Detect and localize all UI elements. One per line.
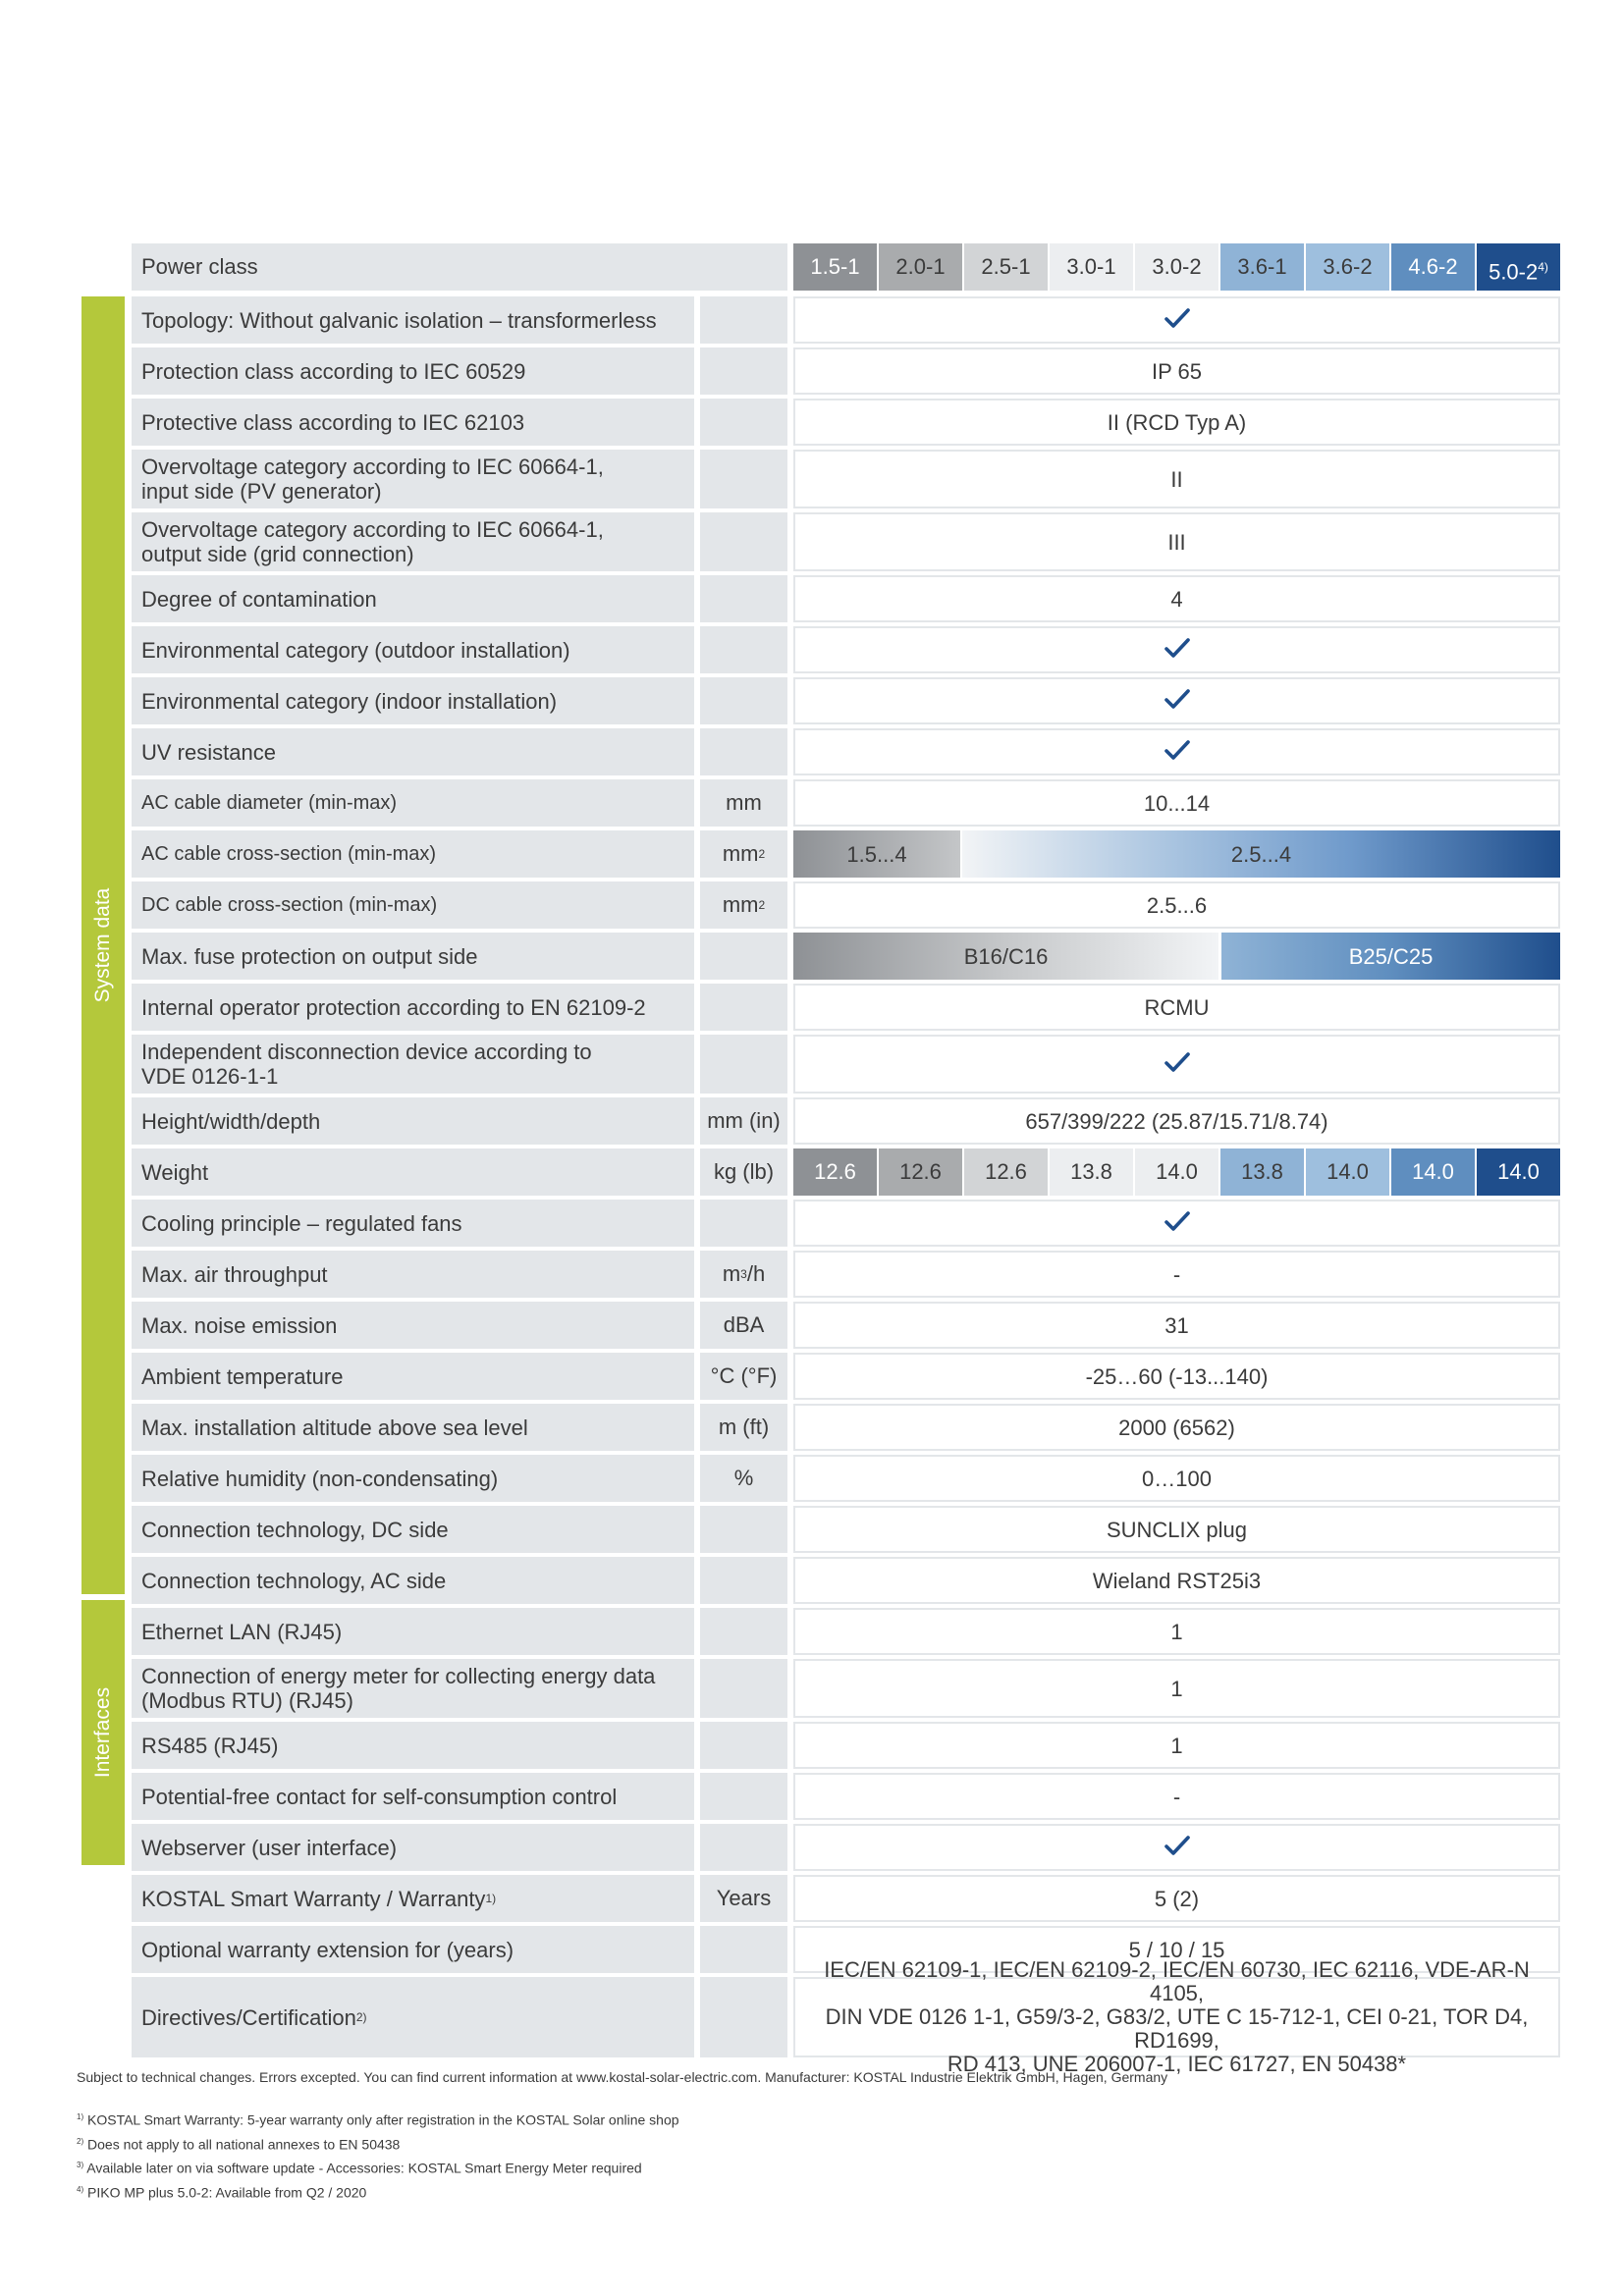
row-value xyxy=(793,677,1560,724)
weight-cell: 14.0 xyxy=(1477,1148,1560,1196)
row-value xyxy=(793,1200,1560,1247)
checkmark-icon xyxy=(1164,1051,1190,1078)
row-value xyxy=(793,626,1560,673)
row-value: RCMU xyxy=(793,984,1560,1031)
potential-free-contact-row xyxy=(132,1773,1560,1820)
row-unit xyxy=(700,677,787,724)
ac-cross-segment-left xyxy=(793,830,960,878)
protective-class-row xyxy=(132,399,1560,446)
row-value: -25…60 (-13...140) xyxy=(793,1353,1560,1400)
env-outdoor-row xyxy=(132,626,1560,673)
weight-values xyxy=(793,1148,1560,1196)
row-value: 5 (2) xyxy=(793,1875,1560,1922)
row-unit xyxy=(700,296,787,344)
label-text: Directives/Certification xyxy=(141,2004,356,2030)
footnote xyxy=(77,2107,679,2131)
webserver-row xyxy=(132,1824,1560,1871)
row-value: II (RCD Typ A) xyxy=(793,399,1560,446)
row-unit xyxy=(700,1557,787,1604)
weight-cell: 12.6 xyxy=(879,1148,962,1196)
power-class-cell xyxy=(1306,243,1389,291)
row-label: Max. fuse protection on output side xyxy=(132,933,694,980)
row-label-line-2: input side (PV generator) xyxy=(141,479,382,504)
weight-cell: 14.0 xyxy=(1391,1148,1475,1196)
segment-value: 2.5...4 xyxy=(1230,841,1292,867)
row-label: Protection class according to IEC 60529 xyxy=(132,347,694,395)
footnote-mark: 1) xyxy=(485,1891,497,1905)
row-unit xyxy=(700,1035,787,1094)
footnote-mark: 2) xyxy=(355,2009,367,2024)
row-label-line-1: Independent disconnection device according to xyxy=(141,1040,592,1064)
row-label: Degree of contamination xyxy=(132,575,694,622)
row-value xyxy=(793,728,1560,775)
power-class-text: 1.5-1 xyxy=(810,254,860,279)
row-label: Webserver (user interface) xyxy=(132,1824,694,1871)
segment-value: B25/C25 xyxy=(1348,943,1434,969)
checkmark-icon xyxy=(1164,307,1190,334)
footnote-mark: 4) xyxy=(1538,260,1548,274)
row-unit xyxy=(700,1824,787,1871)
protection-class-row xyxy=(132,347,1560,395)
unit-base: m xyxy=(722,1261,741,1286)
row-unit xyxy=(700,1773,787,1820)
row-unit xyxy=(700,347,787,395)
row-value: 10...14 xyxy=(793,779,1560,827)
row-value xyxy=(793,933,1560,980)
row-unit: Years xyxy=(700,1875,787,1922)
row-unit xyxy=(700,1659,787,1718)
row-unit: dBA xyxy=(700,1302,787,1349)
row-label: Potential-free contact for self-consumption control xyxy=(132,1773,694,1820)
row-label: AC cable cross-section (min-max) xyxy=(132,830,694,878)
row-label xyxy=(132,1875,694,1922)
row-label: UV resistance xyxy=(132,728,694,775)
row-value: 31 xyxy=(793,1302,1560,1349)
weight-cell: 12.6 xyxy=(793,1148,877,1196)
weight-row xyxy=(132,1148,1560,1196)
row-label: Ethernet LAN (RJ45) xyxy=(132,1608,694,1655)
row-value: III xyxy=(793,512,1560,571)
row-value xyxy=(793,830,1560,878)
row-unit: % xyxy=(700,1455,787,1502)
power-class-cell xyxy=(1050,243,1133,291)
dimensions-row xyxy=(132,1097,1560,1145)
overvoltage-output-row xyxy=(132,512,1560,571)
power-class-text: 3.0-1 xyxy=(1066,254,1116,279)
altitude-row xyxy=(132,1404,1560,1451)
row-unit xyxy=(700,1722,787,1769)
row-unit xyxy=(700,1977,787,2057)
unit-superscript: 2 xyxy=(758,847,766,861)
power-class-cell xyxy=(964,243,1048,291)
weight-cell: 13.8 xyxy=(1050,1148,1133,1196)
row-label: DC cable cross-section (min-max) xyxy=(132,881,694,929)
connection-dc-row xyxy=(132,1506,1560,1553)
air-throughput-row xyxy=(132,1251,1560,1298)
checkmark-icon xyxy=(1164,739,1190,766)
power-class-cells xyxy=(793,243,1560,291)
row-value: 1 xyxy=(793,1722,1560,1769)
cert-line-3: RD 413, UNE 206007-1, IEC 61727, EN 50438* xyxy=(947,2052,1407,2076)
row-unit: kg (lb) xyxy=(700,1148,787,1196)
power-class-text: 4.6-2 xyxy=(1408,254,1458,279)
row-unit xyxy=(700,1200,787,1247)
segment-value: B16/C16 xyxy=(963,943,1049,969)
row-label: Connection technology, DC side xyxy=(132,1506,694,1553)
power-class-cell xyxy=(793,243,877,291)
label-text: KOSTAL Smart Warranty / Warranty xyxy=(141,1886,486,1911)
row-unit: mm xyxy=(700,779,787,827)
power-class-cell xyxy=(1135,243,1218,291)
row-label-line-2: VDE 0126-1-1 xyxy=(141,1064,279,1089)
row-unit xyxy=(700,626,787,673)
power-class-header xyxy=(132,243,1560,291)
system-data-section-label: System data xyxy=(91,887,114,1003)
row-label-line-1: Connection of energy meter for collecting energy data xyxy=(141,1664,656,1688)
ac-cable-diameter-row xyxy=(132,779,1560,827)
row-label: Height/width/depth xyxy=(132,1097,694,1145)
cert-line-2: DIN VDE 0126 1-1, G59/3-2, G83/2, UTE C 15-712-1, CEI 0-21, TOR D4, RD1699, xyxy=(825,2004,1529,2053)
row-value: 0…100 xyxy=(793,1455,1560,1502)
footnote-text: Available later on via software update - Accessories: KOSTAL Smart Energy Meter required xyxy=(83,2160,642,2176)
overvoltage-input-row xyxy=(132,450,1560,508)
ac-cross-segment-right xyxy=(962,830,1560,878)
row-value: - xyxy=(793,1773,1560,1820)
cert-line-1: IEC/EN 62109-1, IEC/EN 62109-2, IEC/EN 60730, IEC 62116, VDE-AR-N 4105, xyxy=(824,1957,1530,2005)
operator-protection-row xyxy=(132,984,1560,1031)
row-label: Ambient temperature xyxy=(132,1353,694,1400)
cooling-row xyxy=(132,1200,1560,1247)
disclaimer: Subject to technical changes. Errors excepted. You can find current information at www.kostal-solar-electric.com. Manufacturer: KOSTAL Industrie Elektrik GmbH, Hagen, Germany xyxy=(77,2069,1168,2085)
weight-cell: 14.0 xyxy=(1306,1148,1389,1196)
row-label: AC cable diameter (min-max) xyxy=(132,779,694,827)
power-class-text: 3.6-2 xyxy=(1323,254,1373,279)
row-unit xyxy=(700,450,787,508)
row-unit xyxy=(700,1251,787,1298)
unit-tail: /h xyxy=(746,1261,766,1286)
row-value: 2.5...6 xyxy=(793,881,1560,929)
checkmark-icon xyxy=(1164,1835,1190,1861)
row-unit xyxy=(700,1926,787,1973)
checkmark-icon xyxy=(1164,1210,1190,1237)
unit-base: mm xyxy=(722,841,759,866)
footnote xyxy=(77,2179,679,2204)
row-value: Wieland RST25i3 xyxy=(793,1557,1560,1604)
weight-cell: 14.0 xyxy=(1135,1148,1218,1196)
row-label: Environmental category (outdoor installation) xyxy=(132,626,694,673)
row-label-line-1: Overvoltage category according to IEC 60664-1, xyxy=(141,454,604,479)
row-value: II xyxy=(793,450,1560,508)
contamination-row xyxy=(132,575,1560,622)
interfaces-section-label: Interfaces xyxy=(91,1686,114,1779)
power-class-cell xyxy=(879,243,962,291)
row-label xyxy=(132,512,694,571)
row-label: Environmental category (indoor installation) xyxy=(132,677,694,724)
warranty-row xyxy=(132,1875,1560,1922)
row-unit: mm (in) xyxy=(700,1097,787,1145)
row-value: 657/399/222 (25.87/15.71/8.74) xyxy=(793,1097,1560,1145)
segment-value: 1.5...4 xyxy=(846,841,907,867)
fuse-protection-row xyxy=(132,933,1560,980)
row-unit xyxy=(700,830,787,878)
power-class-text: 2.5-1 xyxy=(981,254,1031,279)
dc-cable-cross-section-row xyxy=(132,881,1560,929)
row-label: Protective class according to IEC 62103 xyxy=(132,399,694,446)
row-value xyxy=(793,1035,1560,1094)
footnote xyxy=(77,2155,679,2179)
row-label: RS485 (RJ45) xyxy=(132,1722,694,1769)
row-unit xyxy=(700,575,787,622)
energy-meter-row xyxy=(132,1659,1560,1718)
row-value: 4 xyxy=(793,575,1560,622)
row-label xyxy=(132,1035,694,1094)
row-unit xyxy=(700,881,787,929)
row-label: Internal operator protection according to EN 62109-2 xyxy=(132,984,694,1031)
power-class-text: 3.6-1 xyxy=(1237,254,1287,279)
row-label-line-2: (Modbus RTU) (RJ45) xyxy=(141,1688,353,1713)
ethernet-row xyxy=(132,1608,1560,1655)
row-label xyxy=(132,1977,694,2057)
row-unit: m (ft) xyxy=(700,1404,787,1451)
ambient-temperature-row xyxy=(132,1353,1560,1400)
row-unit xyxy=(700,1506,787,1553)
row-label: Weight xyxy=(132,1148,694,1196)
row-label: Topology: Without galvanic isolation – transformerless xyxy=(132,296,694,344)
connection-ac-row xyxy=(132,1557,1560,1604)
row-label: Max. air throughput xyxy=(132,1251,694,1298)
system-data-sidebar xyxy=(81,296,125,1594)
ac-cable-cross-section-row xyxy=(132,830,1560,878)
weight-cell: 13.8 xyxy=(1220,1148,1304,1196)
row-label: Max. noise emission xyxy=(132,1302,694,1349)
footnote-text: PIKO MP plus 5.0-2: Available from Q2 / 2020 xyxy=(83,2184,367,2201)
fuse-segment-left xyxy=(793,933,1218,980)
row-value xyxy=(793,296,1560,344)
row-label: Connection technology, AC side xyxy=(132,1557,694,1604)
footnote-mark: 1) xyxy=(77,2112,84,2121)
row-value: SUNCLIX plug xyxy=(793,1506,1560,1553)
row-value: 1 xyxy=(793,1608,1560,1655)
interfaces-sidebar xyxy=(81,1600,125,1865)
power-class-cell xyxy=(1391,243,1475,291)
humidity-row xyxy=(132,1455,1560,1502)
footnote-text: Does not apply to all national annexes to EN 50438 xyxy=(83,2136,401,2153)
rs485-row xyxy=(132,1722,1560,1769)
row-unit xyxy=(700,728,787,775)
row-value: - xyxy=(793,1251,1560,1298)
row-label: Optional warranty extension for (years) xyxy=(132,1926,694,1973)
unit-superscript: 2 xyxy=(758,898,766,912)
row-unit xyxy=(700,984,787,1031)
row-unit xyxy=(700,933,787,980)
fuse-segment-right xyxy=(1221,933,1560,980)
power-class-text: 5.0-2 xyxy=(1489,259,1539,285)
footnote-text: KOSTAL Smart Warranty: 5-year warranty only after registration in the KOSTAL Solar online shop xyxy=(83,2111,679,2128)
footnote xyxy=(77,2131,679,2156)
row-label xyxy=(132,1659,694,1718)
row-unit: °C (°F) xyxy=(700,1353,787,1400)
weight-cell: 12.6 xyxy=(964,1148,1048,1196)
row-unit xyxy=(700,1608,787,1655)
disconnection-device-row xyxy=(132,1035,1560,1094)
uv-resistance-row xyxy=(132,728,1560,775)
row-unit xyxy=(700,399,787,446)
row-label: Cooling principle – regulated fans xyxy=(132,1200,694,1247)
footnote-mark: 3) xyxy=(77,2161,84,2170)
env-indoor-row xyxy=(132,677,1560,724)
checkmark-icon xyxy=(1164,688,1190,715)
footnote-list xyxy=(77,2107,679,2204)
row-value: 2000 (6562) xyxy=(793,1404,1560,1451)
topology-row xyxy=(132,296,1560,344)
noise-emission-row xyxy=(132,1302,1560,1349)
row-label-line-2: output side (grid connection) xyxy=(141,542,414,566)
power-class-text: 3.0-2 xyxy=(1152,254,1202,279)
row-label: Relative humidity (non-condensating) xyxy=(132,1455,694,1502)
row-value xyxy=(793,1957,1560,2076)
row-label: Max. installation altitude above sea level xyxy=(132,1404,694,1451)
row-value: IP 65 xyxy=(793,347,1560,395)
row-label xyxy=(132,450,694,508)
unit-base: mm xyxy=(722,892,759,917)
footnote-mark: 4) xyxy=(77,2184,84,2194)
power-class-label: Power class xyxy=(132,243,787,291)
directives-row xyxy=(132,1957,1560,2076)
row-value xyxy=(793,1824,1560,1871)
power-class-cell xyxy=(1220,243,1304,291)
footnote-mark: 2) xyxy=(77,2136,84,2146)
power-class-cell xyxy=(1477,243,1560,291)
row-unit xyxy=(700,512,787,571)
row-value: 5 / 10 / 15 xyxy=(793,1926,1560,1973)
row-value: 1 xyxy=(793,1659,1560,1718)
checkmark-icon xyxy=(1164,637,1190,664)
power-class-text: 2.0-1 xyxy=(895,254,946,279)
row-label-line-1: Overvoltage category according to IEC 60664-1, xyxy=(141,517,604,542)
unit-superscript: 3 xyxy=(740,1267,747,1281)
